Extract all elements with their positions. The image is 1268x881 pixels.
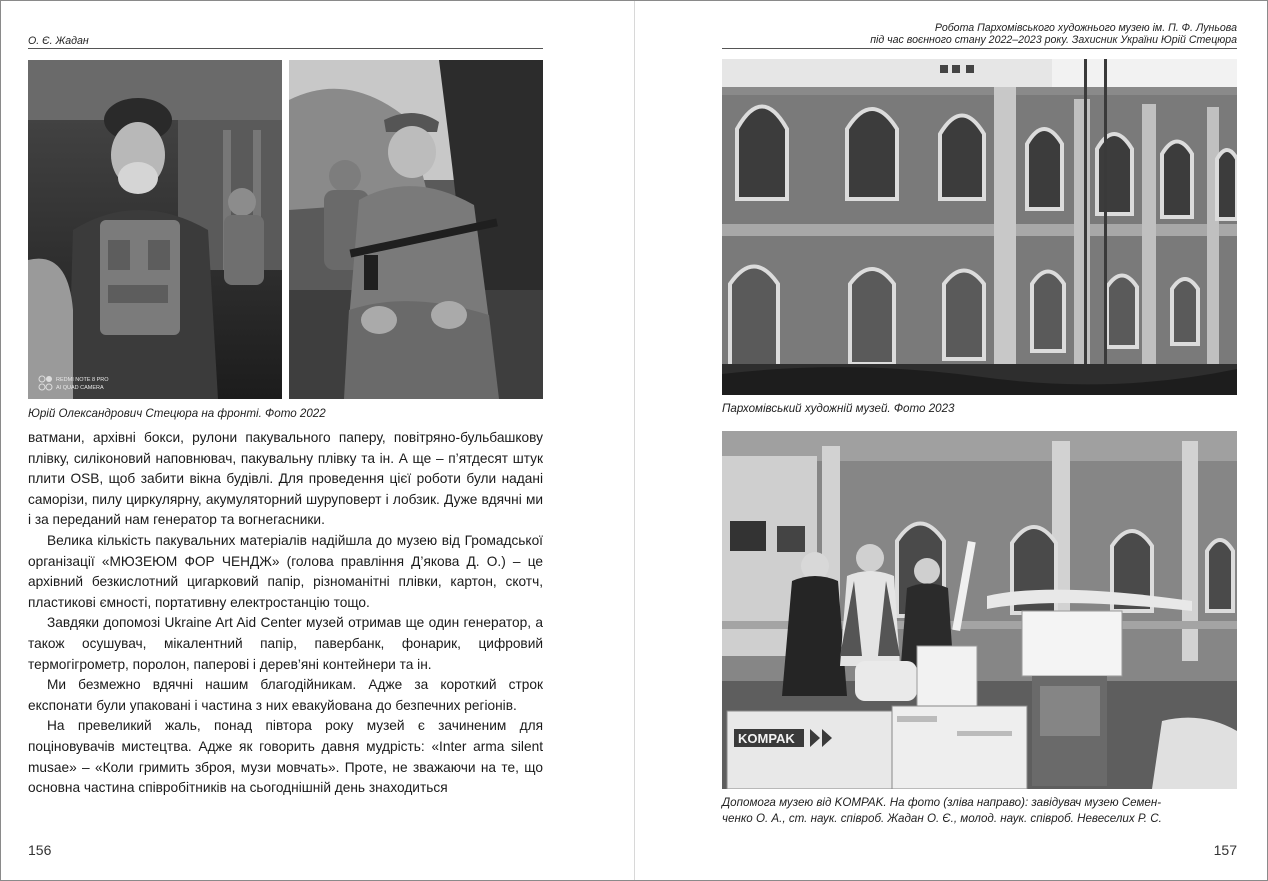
running-head-left: О. Є. Жадан (28, 35, 89, 47)
caption-soldier-photos: Юрій Олександрович Стецюра на фронті. Фото 2022 (28, 407, 326, 420)
camera-watermark-line1: REDMI NOTE 8 PRO (56, 377, 109, 383)
paragraph: ватмани, архівні бокси, рулони пакувального паперу, повітряно-бульбашкову плівку, силіконовий наповнювач, пакувальну плівку та ін. А ще – п’ятдесят штук плити OSB, щоб забити вікна будівлі. Для проведення цієї роботи були надані саморізи, пилу циркулярну, акумуляторний шуруповерт і лобзик. Дуже вдячні ми і за переданий нам генератор та вогнегасники. (28, 430, 543, 528)
header-rule-right (722, 48, 1237, 49)
photo-kompak-donation-image (722, 431, 1237, 789)
page-number-left: 156 (28, 842, 52, 858)
running-head-right-line1: Робота Пархомівського художнього музею ім. П. Ф. Луньова (934, 22, 1237, 34)
right-page (635, 1, 1267, 880)
photo-soldier-rifle-image (289, 60, 543, 399)
running-head-right-line2: під час воєнного стану 2022–2023 року. Захисник України Юрій Стецюра (870, 34, 1237, 46)
photo-kompak-donation (722, 431, 1237, 789)
photo-soldier-rifle (289, 60, 543, 399)
photo-soldier-helmet (28, 60, 282, 399)
paragraph: На превеликий жаль, понад півтора року музей є зачиненим для поціновувачів мистецтва. Адже як говорить давня мудрість: «Inter arma silent musae» – «Коли гримить зброя, музи мовчать». Проте, не зважаючи на те, що основна частина співробітників на сьогоднішній день знаходиться (28, 718, 543, 796)
photo-museum-facade (722, 59, 1237, 395)
body-text-left (28, 428, 543, 799)
running-head-right (870, 22, 1237, 46)
paragraph: Завдяки допомозі Ukraine Art Aid Center музей отримав ще один генератор, а також осушувач, мікалентний папір, павербанк, фонарик, цифровий термогігрометр, поролон, паперові і дерев’яні контейнери та ін. (28, 615, 543, 672)
kompak-box-label: KOMPAK (738, 731, 795, 746)
page-number-right: 157 (1213, 842, 1237, 858)
camera-watermark-line2: AI QUAD CAMERA (56, 385, 104, 391)
left-page (1, 1, 634, 880)
paragraph: Ми безмежно вдячні нашим благодійникам. Адже за короткий строк експонати були упаковані і частина з них евакуйована до безпечних регіонів. (28, 677, 543, 713)
caption-kompak-line1: Допомога музею від KOMPAK. На фото (зліва направо): завідувач музею Семен- (722, 796, 1162, 809)
header-rule-left (28, 48, 543, 49)
paragraph: Велика кількість пакувальних матеріалів надійшла до музею від Громадської організації «МЮЗЕЮМ ФОР ЧЕНДЖ» (голова правління Д’якова Д. О.) – це архівний безкислотний цигарковий папір, різноманітні плівки, картон, скотч, пластикові ємності, портативну електростанцію тощо. (28, 532, 543, 610)
caption-museum: Пархомівський художній музей. Фото 2023 (722, 402, 955, 415)
caption-kompak (722, 795, 1237, 827)
caption-kompak-line2: ченко О. А., ст. наук. співроб. Жадан О. Є., молод. наук. співроб. Невеселих Р. С. (722, 812, 1162, 825)
photo-soldier-helmet-image (28, 60, 282, 399)
photo-museum-facade-image (722, 59, 1237, 395)
